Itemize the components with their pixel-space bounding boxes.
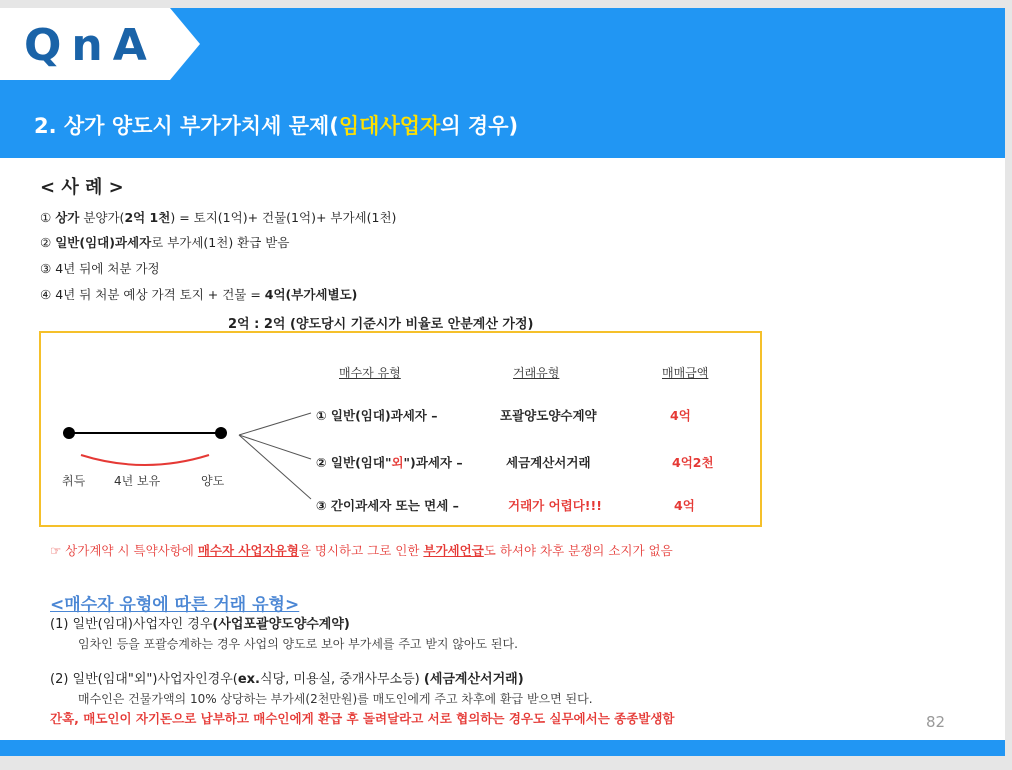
slide-title: 2. 상가 양도시 부가가치세 문제(임대사업자의 경우) [34, 114, 519, 138]
sale-amount: 4억 [674, 498, 695, 513]
buyer-type: ③ 간이과세자 또는 면세 – [316, 498, 459, 513]
slide-footer-bar [0, 740, 1005, 756]
window-frame-top [0, 0, 1012, 8]
buyer-type: ② 일반(임대"외")과세자 – [316, 455, 463, 470]
case-title: < 사 례 > [40, 177, 124, 198]
window-frame-right [1005, 0, 1012, 770]
paragraph-detail: 매수인은 건물가액의 10% 상당하는 부가세(2천만원)를 매도인에게 주고 차후에 환급 받으면 된다. [78, 692, 593, 706]
sale-amount: 4억 [670, 408, 691, 423]
case-item: ② 일반(임대)과세자로 부가세(1천) 환급 받음 [40, 235, 290, 250]
column-header: 매매금액 [662, 366, 709, 380]
timeline-label: 양도 [201, 474, 225, 488]
buyer-type: ① 일반(임대)과세자 – [316, 408, 438, 423]
case-item: ④ 4년 뒤 처분 예상 가격 토지 + 건물 = 4억(부가세별도) [40, 287, 358, 302]
timeline-label: 4년 보유 [114, 474, 161, 488]
window-frame-bottom [0, 756, 1012, 770]
paragraph: (1) 일반(임대)사업자인 경우(사업포괄양도양수계약) [50, 617, 350, 632]
deal-type: 거래가 어렵다!!! [508, 498, 602, 513]
case-item: ① 상가 분양가(2억 1천) = 토지(1억)+ 건물(1억)+ 부가세(1천) [40, 210, 397, 225]
deal-type: 포괄양도양수계약 [500, 408, 597, 423]
qna-logo: QnA [24, 20, 157, 71]
contract-note: ☞ 상가계약 시 특약사항에 매수자 사업자유형을 명시하고 그로 인한 부가세언급도 하셔야 차후 분쟁의 소지가 없음 [50, 543, 673, 558]
timeline-label: 취득 [62, 474, 86, 488]
paragraph-detail: 임차인 등을 포괄승계하는 경우 사업의 양도로 보아 부가세를 주고 받지 않아도 된다. [78, 637, 518, 651]
warning-text: 간혹, 매도인이 자기돈으로 납부하고 매수인에게 환급 후 돌려달라고 서로 협의하는 경우도 실무에서는 종종발생함 [50, 711, 675, 726]
column-header: 거래유형 [513, 366, 560, 380]
sale-amount: 4억2천 [672, 455, 714, 470]
page-number: 82 [926, 713, 946, 731]
paragraph: (2) 일반(임대"외")사업자인경우(ex.식당, 미용실, 중개사무소등) (세금계산서거래) [50, 672, 524, 687]
section-title: <매수자 유형에 따른 거래 유형> [50, 595, 300, 615]
ratio-line: 2억 : 2억 (양도당시 기준시가 비율로 안분계산 가정) [228, 317, 534, 332]
case-item: ③ 4년 뒤에 처분 가정 [40, 261, 160, 276]
column-header: 매수자 유형 [339, 366, 401, 380]
deal-type: 세금계산서거래 [506, 455, 591, 470]
